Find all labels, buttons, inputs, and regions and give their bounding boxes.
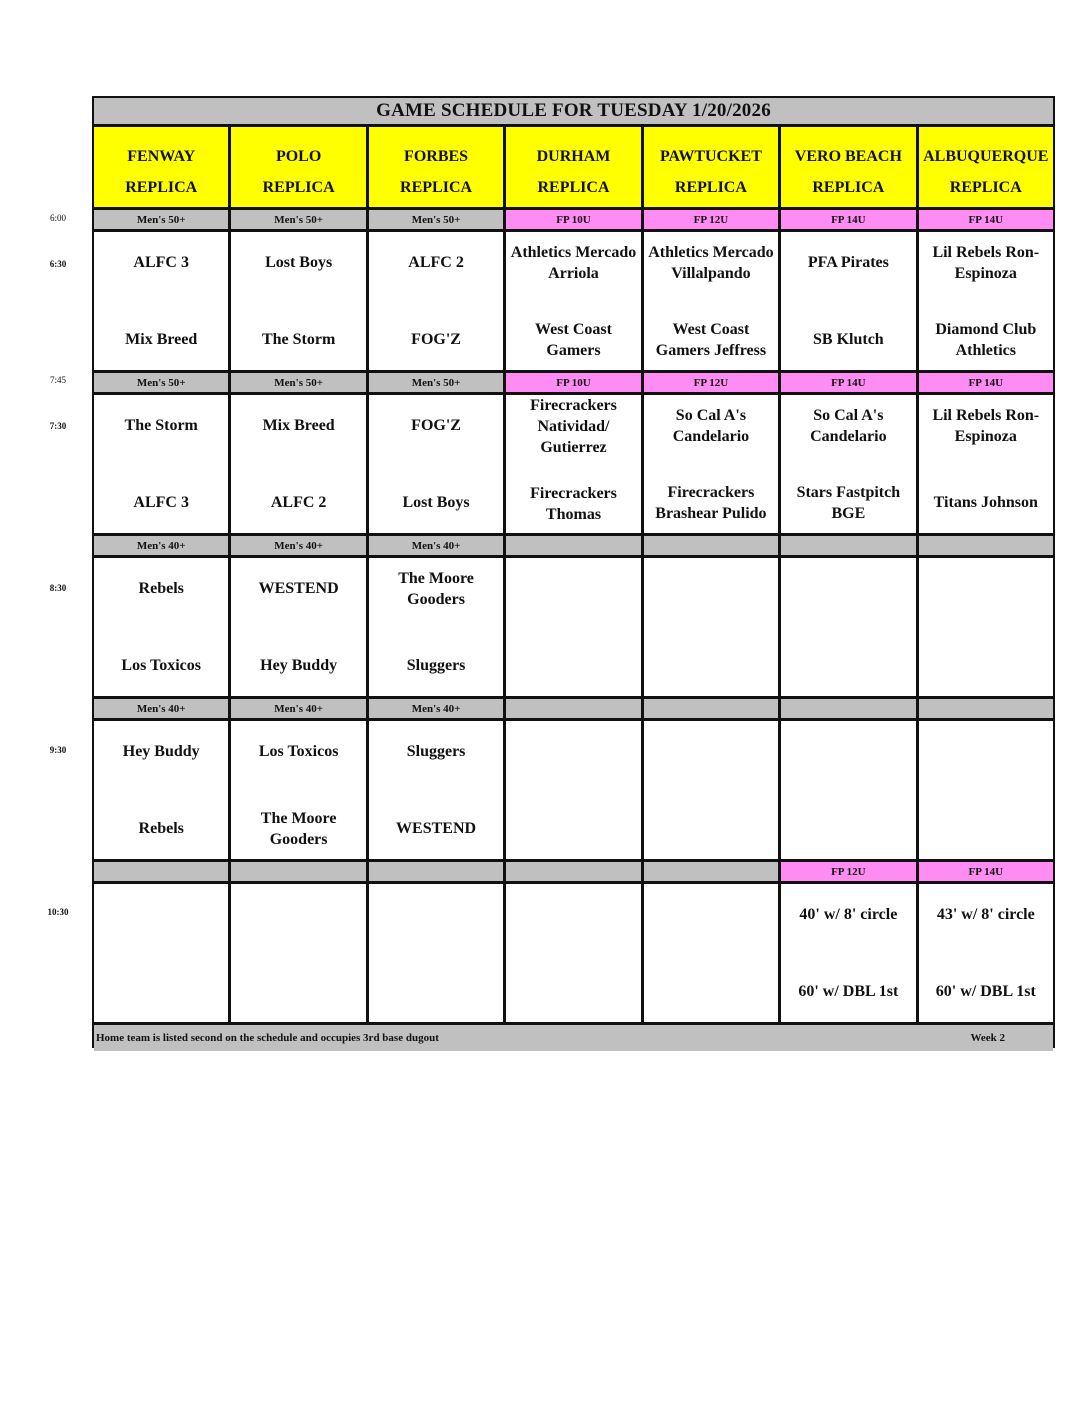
field-name: ALBUQUERQUE (923, 148, 1049, 165)
division-label (644, 536, 778, 555)
division-label: FP 14U (919, 862, 1053, 881)
division-label: Men's 50+ (369, 210, 503, 229)
time-label: 6:30 (49, 259, 67, 269)
division-label (781, 699, 915, 718)
visiting-team: Athletics Mercado Arriola (510, 243, 637, 282)
division-label: FP 14U (781, 373, 915, 392)
game-cell (781, 558, 915, 696)
game-cell (94, 558, 228, 696)
field-subtitle: REPLICA (949, 178, 1022, 196)
home-team: Sluggers (406, 657, 466, 674)
field-subtitle: REPLICA (262, 178, 335, 196)
schedule-footer (94, 1025, 1053, 1051)
home-team: West Coast Gamers (535, 320, 612, 359)
visiting-team (509, 558, 637, 627)
game-cell (231, 395, 365, 533)
game-cell (506, 721, 640, 859)
game-cell (506, 558, 640, 696)
field-header (369, 127, 503, 207)
game-cell (919, 884, 1053, 1022)
visiting-team: The Moore Gooders (398, 569, 474, 608)
visiting-team (509, 884, 637, 953)
division-label: FP 14U (919, 210, 1053, 229)
home-team (509, 953, 637, 1022)
field-name: FENWAY (127, 148, 196, 165)
visiting-team: ALFC 3 (133, 254, 189, 271)
division-label: Men's 40+ (94, 536, 228, 555)
home-team: Firecrackers Brashear Pulido (655, 483, 767, 522)
home-team (922, 790, 1050, 859)
home-team: Diamond Club Athletics (935, 320, 1037, 359)
game-cell (231, 884, 365, 1022)
division-label (94, 862, 228, 881)
division-label: FP 10U (506, 373, 640, 392)
home-team: WESTEND (396, 820, 477, 837)
division-label (506, 536, 640, 555)
home-team: Rebels (138, 820, 184, 837)
home-team (97, 953, 225, 1022)
division-label: Men's 40+ (231, 699, 365, 718)
footer-note: Home team is listed second on the schedule and occupies 3rd base dugout (96, 1032, 439, 1044)
field-subtitle: REPLICA (537, 178, 610, 196)
home-team: Los Toxicos (121, 657, 201, 674)
home-team (784, 627, 912, 696)
division-label: Men's 40+ (94, 699, 228, 718)
time-label: 9:30 (49, 745, 67, 755)
field-header (644, 127, 778, 207)
home-team: Firecrackers Thomas (530, 484, 617, 523)
visiting-team: WESTEND (258, 580, 339, 597)
game-cell (369, 232, 503, 370)
division-label (781, 536, 915, 555)
game-cell (506, 232, 640, 370)
game-cell (506, 884, 640, 1022)
visiting-team: The Storm (124, 417, 198, 434)
game-cell (369, 721, 503, 859)
field-name: PAWTUCKET (659, 148, 762, 165)
game-cell (781, 884, 915, 1022)
home-team (784, 790, 912, 859)
game-cell (781, 232, 915, 370)
visiting-team: So Cal A's Candelario (672, 406, 750, 445)
game-cell (369, 395, 503, 533)
schedule-grid (92, 96, 1055, 1048)
game-cell (231, 232, 365, 370)
field-subtitle: REPLICA (812, 178, 885, 196)
time-column (0, 0, 90, 1100)
game-cell (781, 395, 915, 533)
time-label: 7:30 (49, 421, 67, 431)
time-label: 10:30 (47, 907, 69, 917)
visiting-team: 40' w/ 8' circle (799, 906, 898, 923)
field-header (506, 127, 640, 207)
home-team (647, 627, 775, 696)
division-label (506, 699, 640, 718)
division-label: FP 12U (644, 210, 778, 229)
division-label: FP 14U (781, 210, 915, 229)
game-cell (94, 395, 228, 533)
visiting-team (509, 721, 637, 790)
visiting-team: Lil Rebels Ron-Espinoza (932, 406, 1040, 445)
visiting-team (647, 721, 775, 790)
visiting-team: PFA Pirates (807, 254, 889, 271)
visiting-team (922, 721, 1050, 790)
visiting-team: Lil Rebels Ron-Espinoza (932, 243, 1040, 282)
division-label (369, 862, 503, 881)
division-label (919, 699, 1053, 718)
visiting-team: ALFC 2 (408, 254, 464, 271)
game-cell (919, 558, 1053, 696)
game-cell (644, 721, 778, 859)
home-team: Stars Fastpitch BGE (796, 483, 901, 522)
visiting-team (647, 884, 775, 953)
game-cell (94, 232, 228, 370)
field-header (919, 127, 1053, 207)
home-team (647, 953, 775, 1022)
home-team: SB Klutch (813, 331, 884, 348)
home-team: Hey Buddy (260, 657, 338, 674)
visiting-team: FOG'Z (411, 417, 461, 434)
home-team: ALFC 3 (133, 494, 189, 511)
game-cell (231, 558, 365, 696)
home-team (234, 953, 362, 1022)
division-label: Men's 50+ (94, 210, 228, 229)
game-cell (919, 232, 1053, 370)
field-header (781, 127, 915, 207)
field-name: POLO (275, 148, 322, 165)
division-label (644, 862, 778, 881)
division-label: Men's 50+ (369, 373, 503, 392)
home-team: Titans Johnson (933, 494, 1038, 511)
game-cell (644, 395, 778, 533)
division-label: FP 10U (506, 210, 640, 229)
division-label: FP 12U (644, 373, 778, 392)
visiting-team: 43' w/ 8' circle (936, 906, 1035, 923)
visiting-team: So Cal A's Candelario (810, 406, 887, 445)
division-label (919, 536, 1053, 555)
time-label: 6:00 (49, 213, 66, 223)
visiting-team (234, 884, 362, 953)
field-subtitle: REPLICA (400, 178, 473, 196)
game-cell (919, 721, 1053, 859)
home-team: 60' w/ DBL 1st (798, 983, 899, 1000)
visiting-team: Rebels (138, 580, 184, 597)
division-label: Men's 50+ (231, 210, 365, 229)
visiting-team: Athletics Mercado Villalpando (648, 243, 774, 282)
home-team (509, 790, 637, 859)
game-cell (644, 884, 778, 1022)
game-cell (506, 395, 640, 533)
visiting-team: Los Toxicos (258, 743, 339, 760)
field-subtitle: REPLICA (125, 178, 198, 196)
visiting-team: Sluggers (406, 743, 466, 760)
visiting-team (922, 558, 1050, 627)
field-header (231, 127, 365, 207)
division-label (231, 862, 365, 881)
field-name: DURHAM (536, 148, 611, 165)
division-label: FP 14U (919, 373, 1053, 392)
home-team (922, 627, 1050, 696)
division-label (644, 699, 778, 718)
field-header (94, 127, 228, 207)
game-cell (94, 884, 228, 1022)
visiting-team (372, 884, 500, 953)
game-cell (644, 558, 778, 696)
home-team (647, 790, 775, 859)
visiting-team (647, 558, 775, 627)
home-team: Lost Boys (402, 494, 470, 511)
schedule-title: GAME SCHEDULE FOR TUESDAY 1/20/2026 (94, 98, 1053, 124)
visiting-team: Firecrackers Natividad/ Gutierrez (530, 397, 617, 456)
division-label: Men's 40+ (231, 536, 365, 555)
field-name: FORBES (404, 148, 469, 165)
division-label: FP 12U (781, 862, 915, 881)
home-team: 60' w/ DBL 1st (935, 983, 1036, 1000)
game-cell (919, 395, 1053, 533)
field-subtitle: REPLICA (674, 178, 747, 196)
home-team: FOG'Z (411, 331, 461, 348)
home-team: The Moore Gooders (260, 809, 337, 848)
home-team: The Storm (261, 331, 336, 348)
home-team: Mix Breed (125, 331, 198, 348)
game-cell (369, 558, 503, 696)
division-label (506, 862, 640, 881)
home-team: West Coast Gamers Jeffress (655, 320, 767, 359)
game-cell (231, 721, 365, 859)
game-cell (94, 721, 228, 859)
game-cell (644, 232, 778, 370)
home-team: ALFC 2 (270, 494, 327, 511)
home-team (372, 953, 500, 1022)
division-label: Men's 50+ (231, 373, 365, 392)
time-label: 7:45 (49, 375, 66, 385)
time-label: 8:30 (49, 583, 67, 593)
division-label: Men's 40+ (369, 536, 503, 555)
visiting-team: Hey Buddy (122, 743, 200, 760)
field-name: VERO BEACH (794, 148, 902, 165)
visiting-team (784, 721, 912, 790)
division-label: Men's 40+ (369, 699, 503, 718)
game-cell (781, 721, 915, 859)
home-team (509, 627, 637, 696)
division-label: Men's 50+ (94, 373, 228, 392)
visiting-team: Mix Breed (262, 417, 335, 434)
visiting-team: Lost Boys (265, 254, 333, 271)
game-cell (369, 884, 503, 1022)
visiting-team (97, 884, 225, 953)
week-label: Week 2 (970, 1032, 1005, 1044)
visiting-team (784, 558, 912, 627)
